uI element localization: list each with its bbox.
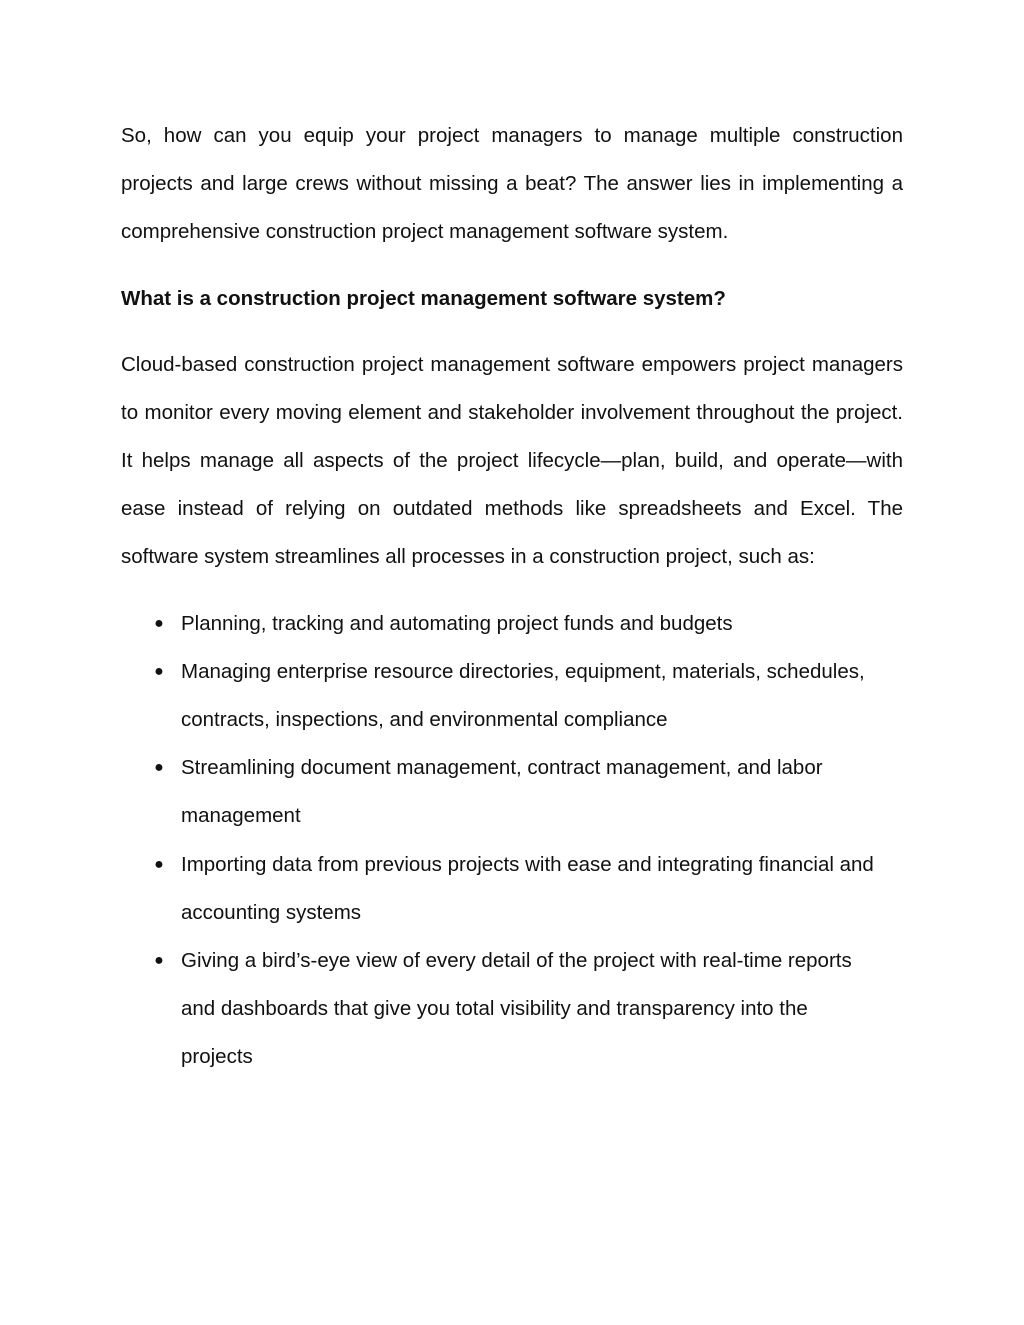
list-item-text: Managing enterprise resource directories, equipment, materials, schedules, contracts, inspections, and environmental compliance — [181, 659, 865, 732]
body-paragraph: Cloud-based construction project management software empowers project managers to monitor every moving element and stakeholder involvement throughout the project. It helps manage all aspects of the project lifecycle—plan, build, and operate—with ease instead of relying on outdated methods like spreadsheets and Excel. The software system streamlines all processes in a construction project, such as: — [121, 352, 903, 569]
bullet-icon: ● — [154, 662, 164, 680]
list-item-text: Streamlining document management, contract management, and labor management — [181, 756, 823, 828]
list-item — [121, 648, 903, 744]
list-item — [121, 841, 903, 937]
bullet-icon: ● — [154, 614, 164, 632]
section-heading: What is a construction project management software system? — [121, 286, 726, 310]
list-item — [121, 600, 903, 648]
bullet-icon: ● — [154, 759, 164, 777]
bullet-icon: ● — [154, 855, 164, 873]
bullet-list — [121, 600, 903, 1082]
list-item-text: Importing data from previous projects with ease and integrating financial and accounting systems — [181, 852, 874, 924]
list-item-text: Planning, tracking and automating project funds and budgets — [181, 611, 733, 635]
list-item — [121, 744, 903, 840]
list-item — [121, 937, 903, 1082]
list-item-text: Giving a bird’s-eye view of every detail of the project with real-time reports and dashboards that give you total visibility and transparency into the projects — [181, 949, 852, 1069]
intro-paragraph: So, how can you equip your project managers to manage multiple construction projects and large crews without missing a beat? The answer lies in implementing a comprehensive construction project management software system. — [121, 124, 903, 244]
document-page — [121, 112, 903, 1082]
bullet-icon: ● — [154, 952, 164, 970]
